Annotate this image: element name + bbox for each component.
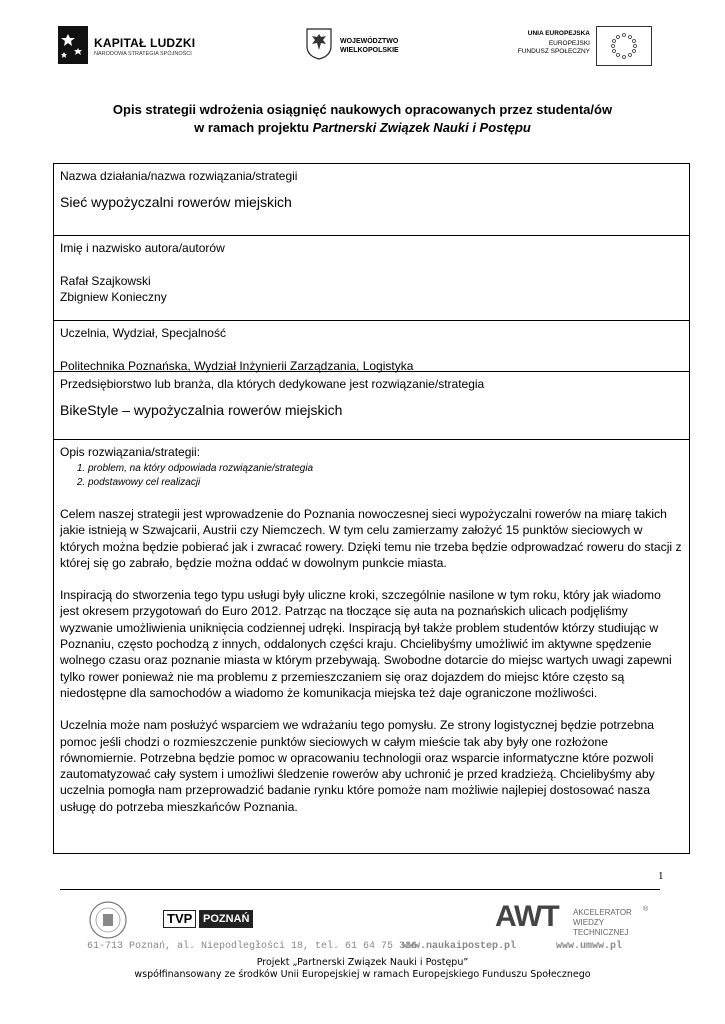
eu-flag-icon	[596, 26, 652, 66]
politechnika-seal-icon	[88, 900, 128, 940]
kapital-ludzki-logo	[58, 22, 218, 70]
eu-line2: EUROPEJSKI	[548, 40, 590, 47]
awt-logo	[495, 898, 655, 942]
description-paragraph: Uczelnia może nam posłużyć wsparciem we wdrażaniu tego pomysłu. Ze strony logistycznej będzie potrzebna pomoc jeśli chodzi o rozmieszczenie punktów sieciowych w całym mieście tak aby były one rozłożone równomiernie. Potrzebna będzie pomoc w opracowaniu technologii oraz wsparcie informatyczne które pozwoli zautomatyzować cały system i umożliwi śledzenie rowerów aby uchronić je przed kradzieżą. Chcielibyśmy aby uczelnia pomogła nam przeprowadzić badanie rynku które pomoże nam możliwie najlepiej dostosować nasza usługę do potrzeba mieszkańców Poznania.	[60, 718, 655, 814]
awt-line3: TECHNICZNEJ	[573, 928, 629, 937]
awt-mark: AWT	[495, 900, 559, 933]
description-paragraph: Inspiracją do stworzenia tego typu usługi były uliczne kroki, szczególnie nasilone w tym roku, który jak wiadomo jest okresem przygotowań do Euro 2012. Patrząc na tłoczące się auta na poznańskich ulicach podjęliśmy wyzwanie umożliwienia uniknięcia codziennej udręki. Inspiracją był także problem studentów którzy studiując w Poznaniu, często pochodzą z innych, oddalonych części kraju. Chcielibyśmy umożliwić im aktywne spędzenie wolnego czasu oraz poznanie miasta w którym przebywają. Swobodne dotarcie do miejsc wartych uwagi zapewni tylko rower ponieważ nie ma problemu z przemieszczaniem się oraz dojazdem do miejsc które często są niedostępne dla samochodów a wiadomo że komunikacja miejska też daje ograniczone możliwości.	[60, 588, 672, 700]
tvp-poznan-logo	[163, 910, 253, 928]
footer-divider	[60, 889, 660, 890]
eu-line1: UNIA EUROPEJSKA	[527, 30, 590, 37]
description-body	[60, 506, 683, 815]
title-line1: Opis strategii wdrożenia osiągnięć naukowych opracowanych przez studenta/ów	[112, 102, 613, 117]
description-criteria-list	[60, 462, 683, 490]
footer-project-line1: Projekt „Partnerski Związek Nauki i Postępu”	[256, 957, 469, 968]
footer-url-naukaipostep[interactable]: www.naukaipostep.pl	[402, 941, 517, 952]
awt-line1: AKCELERATOR	[573, 908, 632, 917]
name-cell	[53, 163, 690, 236]
authors-label: Imię i nazwisko autora/autorów	[60, 241, 225, 255]
document-title	[0, 101, 725, 137]
author-1: Rafał Szajkowski	[60, 274, 151, 288]
company-cell	[53, 371, 690, 440]
footer-url-umww[interactable]: www.umww.pl	[556, 941, 623, 952]
criteria-item: 2. podstawowy cel realizacji	[88, 476, 683, 490]
description-label: Opis rozwiązania/strategii:	[60, 445, 201, 459]
university-label: Uczelnia, Wydział, Specjalność	[60, 326, 226, 340]
tvp-mark: TVP	[163, 910, 196, 928]
tvp-poznan: POZNAŃ	[199, 910, 253, 928]
awt-registered: ®	[643, 906, 649, 913]
company-label: Przedsiębiorstwo lub branża, dla których dedykowane jest rozwiązanie/strategia	[60, 377, 485, 391]
kapital-ludzki-title: KAPITAŁ LUDZKI	[94, 36, 196, 50]
footer-project-line2: współfinansowany ze środków Unii Europejskiej w ramach Europejskiego Funduszu Społecznego	[134, 969, 591, 980]
author-2: Zbigniew Konieczny	[60, 290, 167, 304]
kapital-ludzki-subtitle: NARODOWA STRATEGIA SPÓJNOŚCI	[94, 51, 192, 57]
name-label: Nazwa działania/nazwa rozwiązania/strategii	[60, 169, 298, 183]
title-line2-prefix: w ramach projektu	[194, 120, 313, 135]
university-value: Politechnika Poznańska, Wydział Inżynierii Zarządzania, Logistyka	[60, 359, 414, 373]
kapital-ludzki-mark-icon	[58, 26, 88, 64]
company-value: BikeStyle – wypożyczalnia rowerów miejskich	[60, 402, 343, 418]
description-cell	[53, 439, 690, 854]
footer-address: 61-713 Poznań, al. Niepodległości 18, tel. 61 64 75 326	[87, 941, 418, 952]
wojewodztwo-logo	[306, 28, 406, 68]
eu-logo	[512, 26, 652, 68]
authors-cell	[53, 235, 690, 321]
wojewodztwo-line1: WOJEWÓDZTWO	[340, 38, 399, 45]
criteria-item: 1. problem, na który odpowiada rozwiązanie/strategia	[88, 462, 683, 476]
page-number: 1	[658, 870, 664, 882]
awt-line2: WIEDZY	[573, 918, 605, 927]
project-name: Partnerski Związek Nauki i Postępu	[312, 120, 531, 135]
university-cell	[53, 320, 690, 372]
title-line2	[0, 119, 725, 137]
name-value: Sieć wypożyczalni rowerów miejskich	[60, 194, 292, 210]
wojewodztwo-line2: WIELKOPOLSKIE	[340, 47, 399, 54]
eu-line3: FUNDUSZ SPOŁECZNY	[517, 48, 590, 55]
description-paragraph: Celem naszej strategii jest wprowadzenie do Poznania nowoczesnej sieci wypożyczalni rowerów na miarę takich jakie istnieją w Szwajcarii, Austrii czy Niemczech. W tym celu zamierzamy założyć 15 punktów sieciowych w których można będzie pobierać jak i zwracać rowery. Dzięki temu nie trzeba będzie odprowadzać roweru do stacji z której się go zabrało, będzie można oddać w dowolnym punkcie miasta.	[60, 507, 682, 570]
eagle-crest-icon	[306, 28, 332, 60]
